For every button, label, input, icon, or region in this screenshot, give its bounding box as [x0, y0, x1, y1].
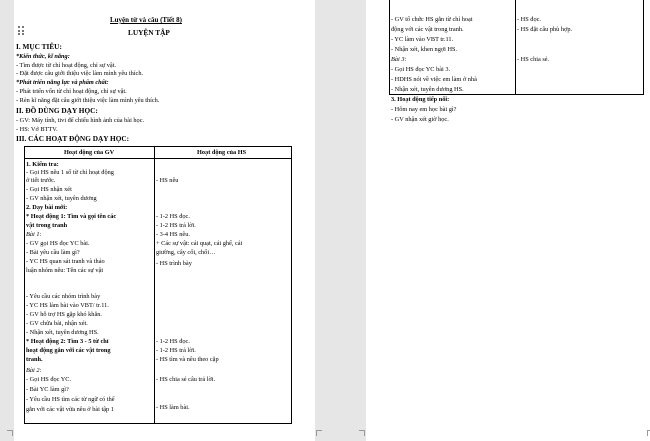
table-cell-teacher: - Gọi HS đọc YC. — [26, 376, 72, 383]
table-cell-teacher: - GV gọi HS đọc YC bài. — [26, 240, 90, 247]
table-cell-teacher: - HDHS nói về việc em làm ở nhà — [391, 76, 477, 83]
column-divider — [154, 146, 155, 424]
table-cell-teacher: động với các vật trong tranh. — [391, 26, 464, 33]
table-cell-student: - 1-2 HS đọc. — [156, 213, 190, 220]
table-cell-teacher: - Hôm nay em học bài gì? — [391, 106, 457, 113]
table-cell-student: - HS chia sẻ. — [517, 56, 550, 63]
competence-label: *Phát triển năng lực và phẩm chất: — [16, 79, 109, 86]
materials-item: - GV: Máy tính, tivi để chiếu hình ảnh của bài học. — [16, 117, 145, 124]
table-cell-teacher: - Nhận xét, tuyên dương HS. — [391, 86, 464, 93]
table-cell-student: - HS chia sẻ câu trả lời. — [156, 376, 216, 383]
table-cell-student: - 1-2 HS trả lời. — [156, 347, 196, 354]
table-cell-student: - HS tìm và nêu theo cặp — [156, 356, 219, 363]
table-cell-teacher: - GV chữa bài, nhận xét. — [26, 320, 88, 327]
table-cell-teacher: - Yêu cầu HS tìm các từ ngữ có thể — [26, 396, 115, 403]
table-cell-student: + Các sự vật: cái quạt, cái ghế, cái — [156, 240, 243, 247]
table-header-student: Hoạt động của HS — [197, 149, 247, 156]
crop-mark — [359, 430, 365, 436]
table-cell-teacher: - GV nhận xét, tuyên dương — [26, 195, 97, 202]
knowledge-label: *Kiến thức, kĩ năng: — [16, 53, 70, 60]
table-cell-teacher: - Gọi HS đọc YC bài 3. — [391, 66, 451, 73]
table-cell-teacher: luận nhóm nêu: Tên các sự vật — [26, 267, 104, 274]
table-cell-teacher: gắn với các vật vừa nêu ở bài tập 1 — [26, 406, 114, 413]
knowledge-item: - Tìm được từ chỉ hoạt động, chỉ sự vật. — [16, 62, 117, 69]
table-cell-teacher: - YC HS làm bài vào VBT/ tr.11. — [26, 302, 109, 309]
crop-mark — [7, 430, 13, 436]
table-cell-teacher: hoạt động gắn với các vật trong — [26, 347, 111, 354]
table-cell-teacher: 1. Kiểm tra: — [26, 161, 59, 168]
document-page-2 — [366, 0, 650, 441]
knowledge-item: - Đặt được câu giới thiệu việc làm mình yêu thích. — [16, 70, 144, 77]
table-cell-teacher: * Hoạt động 1: Tìm và gọi tên các — [26, 213, 117, 220]
table-cell-teacher: ở tiết trước. — [26, 177, 56, 184]
table-cell-teacher: Bài 2: — [26, 367, 42, 374]
table-cell-student: - HS nêu — [156, 177, 179, 184]
table-cell-teacher: - Gọi HS nhận xét — [26, 186, 72, 193]
section-activities: III. CÁC HOẠT ĐỘNG DẠY HỌC: — [16, 134, 130, 143]
table-cell-teacher: - GV nhận xét giờ học. — [391, 116, 449, 123]
table-cell-teacher: 3. Hoạt động tiếp nối: — [391, 96, 450, 103]
competence-item: - Rèn kĩ năng đặt câu giới thiệu việc làm mình yêu thích. — [16, 97, 160, 104]
table-cell-teacher: - Yêu cầu các nhóm trình bày — [26, 293, 101, 300]
table-cell-teacher: - Nhận xét, tuyên dương HS. — [26, 329, 99, 336]
competence-item: - Phát triển vốn từ chỉ hoạt động, chỉ sự vật. — [16, 88, 127, 95]
table-cell-student: - 1-2 HS trả lời. — [156, 222, 196, 229]
table-header-teacher: Hoạt động của GV — [64, 149, 115, 156]
lesson-topic: LUYỆN TẬP — [128, 28, 170, 37]
table-cell-student: - HS trình bày — [156, 260, 192, 267]
table-cell-teacher: - Nhận xét, khen ngợi HS. — [391, 46, 458, 53]
crop-mark — [316, 430, 322, 436]
table-cell-teacher: - GV tổ chức HS gắn từ chỉ hoạt — [391, 16, 473, 23]
table-cell-teacher: - Bài YC làm gì? — [26, 386, 69, 393]
table-cell-teacher: vật trong tranh — [26, 222, 68, 229]
table-cell-teacher: - YC làm vào VBT tr.11. — [391, 36, 454, 43]
table-cell-teacher: 2. Dạy bài mới: — [26, 204, 68, 211]
table-cell-teacher: - Bài yêu cầu làm gì? — [26, 249, 80, 256]
column-divider — [515, 0, 516, 95]
table-cell-teacher: - GV hỗ trợ HS gặp khó khăn. — [26, 311, 102, 318]
table-cell-student: giường, cây cối, chổi… — [156, 249, 216, 256]
table-cell-student: - HS đặt câu phù hợp. — [517, 26, 573, 33]
section-materials: II. ĐỒ DÙNG DẠY HỌC: — [16, 106, 98, 115]
table-cell-teacher: * Hoạt động 2: Tìm 3 - 5 từ chỉ — [26, 338, 109, 345]
section-objectives: I. MỤC TIÊU: — [16, 42, 62, 51]
materials-item: - HS: Vở BTTV. — [16, 126, 58, 133]
table-cell-student: - 1-2 HS đọc. — [156, 338, 190, 345]
table-cell-teacher: Bài 1: — [26, 231, 42, 238]
header-divider — [24, 158, 292, 159]
document-page-1 — [14, 0, 315, 441]
table-cell-teacher: - YC HS quan sát tranh và thảo — [26, 258, 105, 265]
table-cell-student: - HS làm bài. — [156, 404, 190, 411]
table-cell-teacher: tranh. — [26, 356, 43, 363]
table-cell-student: - HS đọc. — [517, 16, 541, 23]
table-cell-teacher: - Gọi HS nêu 1 số từ chỉ hoạt động — [26, 169, 114, 176]
table-cell-teacher: Bài 3: — [391, 56, 407, 63]
table-cell-student: - 3-4 HS nêu. — [156, 231, 190, 238]
lesson-title: Luyện từ và câu (Tiết 8) — [110, 16, 182, 24]
drag-handle-icon[interactable] — [18, 26, 24, 35]
